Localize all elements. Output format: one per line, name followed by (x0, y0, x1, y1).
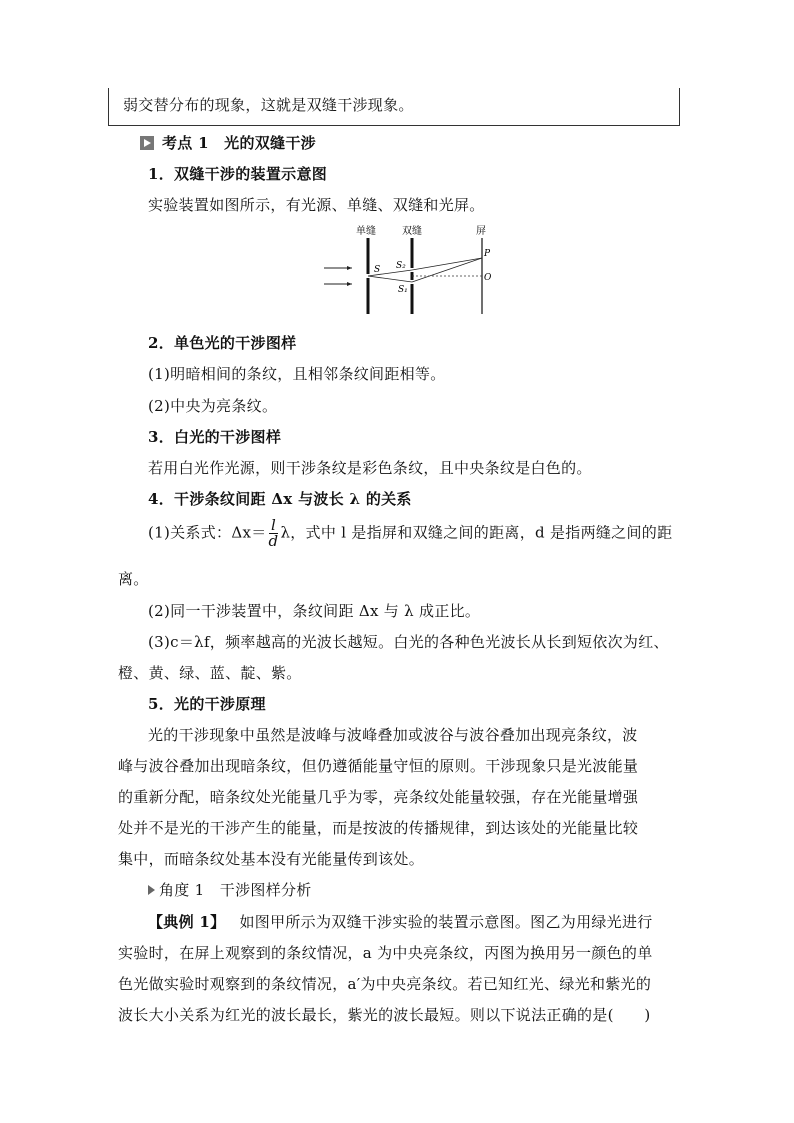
fraction-numerator: l (269, 518, 279, 534)
example-line-3: 色光做实验时观察到的条纹情况，a′为中央亮条纹。若已知红光、绿光和紫光的 (118, 975, 652, 993)
angle-label: 角度 1 干涉图样分析 (159, 881, 312, 899)
paragraph-1: 实验装置如图所示，有光源、单缝、双缝和光屏。 (148, 196, 485, 214)
example-line-2: 实验时，在屏上观察到的条纹情况，a 为中央亮条纹，丙图为换用另一颜色的单 (118, 944, 653, 962)
paragraph-4-2: (2)同一干涉装置中，条纹间距 Δx 与 λ 成正比。 (148, 602, 481, 620)
small-triangle-icon (148, 885, 155, 895)
label-single-slit: 单缝 (356, 226, 376, 237)
label-P: P (484, 249, 491, 259)
label-S2: S₂ (396, 261, 406, 271)
label-S1: S₁ (398, 285, 408, 295)
example-line-1 (148, 911, 653, 932)
paragraph-5-line-2: 峰与波谷叠加出现暗条纹，但仍遵循能量守恒的原则。干涉现象只是光波能量 (118, 757, 639, 775)
paragraph-5-line-1: 光的干涉现象中虽然是波峰与波峰叠加或波谷与波谷叠加出现亮条纹，波 (148, 726, 638, 744)
angle-heading (148, 879, 312, 900)
section-heading (140, 132, 316, 153)
formula-prefix: (1)关系式：Δx＝ (148, 523, 267, 542)
example-tag: 【典例 1】 (148, 913, 226, 931)
label-O: O (484, 273, 492, 283)
paragraph-2a: (1)明暗相间的条纹，且相邻条纹间距相等。 (148, 365, 446, 383)
formula-suffix: λ，式中 l 是指屏和双缝之间的距离，d 是指两缝之间的距 (280, 523, 673, 542)
summary-box (108, 88, 680, 126)
paragraph-2b: (2)中央为亮条纹。 (148, 397, 278, 415)
heading-3: 3．白光的干涉图样 (148, 428, 282, 446)
heading-1: 1．双缝干涉的装置示意图 (148, 165, 328, 183)
paragraph-5-line-4: 处并不是光的干涉产生的能量，而是按波的传播规律，到达该处的光能量比较 (118, 819, 639, 837)
paragraph-4-3a: (3)c＝λf，频率越高的光波长越短。白光的各种色光波长从长到短依次为红、 (148, 633, 669, 651)
double-slit-diagram (320, 222, 500, 318)
label-S: S (374, 265, 381, 275)
paragraph-4-3b: 橙、黄、绿、蓝、靛、紫。 (118, 664, 302, 682)
heading-5: 5．光的干涉原理 (148, 695, 266, 713)
paragraph-5-line-5: 集中，而暗条纹处基本没有光能量传到该处。 (118, 850, 425, 868)
section-label: 考点 1 光的双缝干涉 (162, 134, 316, 152)
fraction-denominator: d (268, 532, 279, 550)
play-triangle-icon (140, 136, 154, 150)
example-line-4: 波长大小关系为红光的波长最长，紫光的波长最短。则以下说法正确的是( ) (118, 1006, 651, 1024)
paragraph-3: 若用白光作光源，则干涉条纹是彩色条纹，且中央条纹是白色的。 (148, 459, 592, 477)
example-text-1: 如图甲所示为双缝干涉实验的装置示意图。图乙为用绿光进行 (239, 913, 653, 931)
formula-fraction (269, 518, 279, 549)
heading-4: 4．干涉条纹间距 Δx 与波长 λ 的关系 (148, 490, 412, 508)
heading-2: 2．单色光的干涉图样 (148, 334, 297, 352)
summary-box-text: 弱交替分布的现象，这就是双缝干涉现象。 (123, 96, 414, 114)
paragraph-5-line-3: 的重新分配，暗条纹处光能量几乎为零，亮条纹处能量较强，存在光能量增强 (118, 788, 639, 806)
paragraph-4-1 (148, 518, 672, 549)
label-screen: 屏 (476, 226, 486, 237)
paragraph-4-1-cont: 离。 (118, 570, 149, 588)
label-double-slit: 双缝 (402, 226, 422, 237)
